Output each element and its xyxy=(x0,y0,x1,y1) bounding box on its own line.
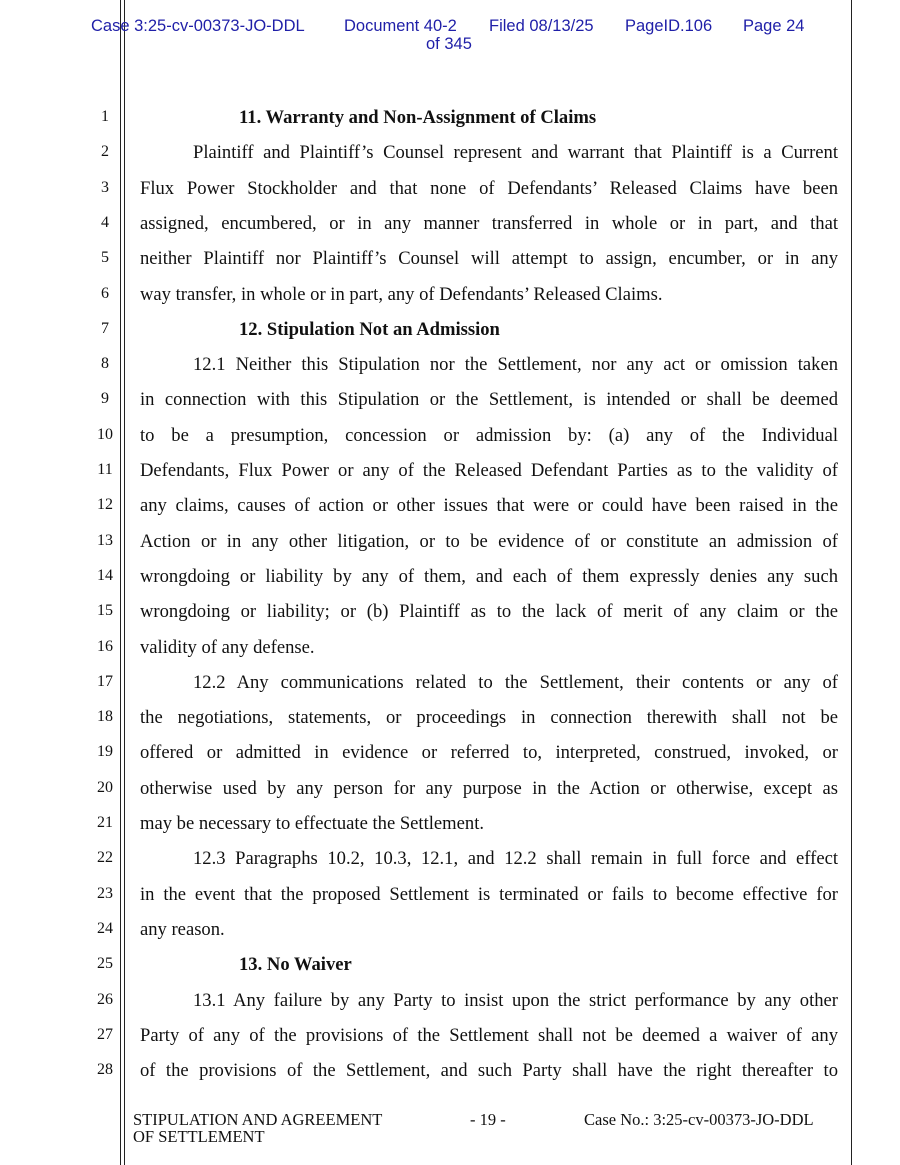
body-text-line: assigned, encumbered, or in any manner transferred in whole or in part, and that xyxy=(140,212,838,234)
line-number: 21 xyxy=(97,814,113,831)
left-margin-rule-outer xyxy=(120,0,121,1165)
line-number: 5 xyxy=(101,249,109,267)
line-number: 19 xyxy=(97,743,113,761)
header-page-total: of 345 xyxy=(426,35,472,53)
footer-document-title xyxy=(133,1111,382,1145)
body-text-line: in the event that the proposed Settlement is terminated or fails to become effective for xyxy=(140,883,838,905)
header-filed-date: Filed 08/13/25 xyxy=(489,17,594,35)
body-text-line: in connection with this Stipulation or the Settlement, is intended or shall be deemed xyxy=(140,389,838,411)
line-number: 25 xyxy=(97,955,113,973)
left-margin-rule-inner xyxy=(124,0,125,1165)
right-margin-rule xyxy=(851,0,852,1165)
body-text-line: Action or in any other litigation, or to be evidence of or constitute an admission of xyxy=(140,530,838,552)
line-number: 20 xyxy=(97,778,113,796)
section-heading: 12. Stipulation Not an Admission xyxy=(239,318,500,340)
section-heading: 11. Warranty and Non-Assignment of Claims xyxy=(239,107,597,128)
line-number: 13 xyxy=(97,531,113,549)
body-text-line: of the provisions of the Settlement, and such Party shall have the right thereafter to xyxy=(140,1060,838,1082)
line-number: 2 xyxy=(101,143,109,161)
body-text-line: to be a presumption, concession or admission by: (a) any of the Individual xyxy=(140,424,838,446)
body-text-line: wrongdoing or liability; or (b) Plaintiff as to the lack of merit of any claim or the xyxy=(140,601,838,623)
body-text-line: validity of any defense. xyxy=(140,636,315,658)
header-page-id: PageID.106 xyxy=(625,17,713,35)
body-text-line: the negotiations, statements, or proceedings in connection therewith shall not be xyxy=(140,707,838,729)
line-number: 15 xyxy=(97,602,113,620)
line-number: 27 xyxy=(97,1025,113,1043)
body-text-line: Flux Power Stockholder and that none of Defendants’ Released Claims have been xyxy=(140,177,838,199)
header-case-number: Case 3:25-cv-00373-JO-DDL xyxy=(91,17,305,35)
footer-title-line2: OF SETTLEMENT xyxy=(133,1127,265,1146)
footer-title-line1: STIPULATION AND AGREEMENT xyxy=(133,1110,383,1129)
paragraph-first-line: 12.2 Any communications related to the Settlement, their contents or any of xyxy=(193,671,838,693)
body-text-line: any claims, causes of action or other issues that were or could have been raised in the xyxy=(140,495,838,517)
line-number: 14 xyxy=(97,566,113,584)
line-number: 10 xyxy=(97,425,113,443)
body-text-line: offered or admitted in evidence or referred to, interpreted, construed, invoked, or xyxy=(140,742,838,764)
line-number: 22 xyxy=(97,849,113,867)
line-number: 17 xyxy=(97,672,113,690)
line-number: 8 xyxy=(101,355,109,373)
paragraph-first-line: 12.1 Neither this Stipulation nor the Settlement, nor any act or omission taken xyxy=(193,354,838,376)
paragraph-first-line: 12.3 Paragraphs 10.2, 10.3, 12.1, and 12.2 shall remain in full force and effect xyxy=(193,848,838,870)
paragraph-first-line: Plaintiff and Plaintiff’s Counsel represent and warrant that Plaintiff is a Current xyxy=(193,142,838,164)
body-text-line: any reason. xyxy=(140,918,225,940)
section-heading: 13. No Waiver xyxy=(239,954,352,976)
line-number: 12 xyxy=(97,496,113,514)
body-text-line: may be necessary to effectuate the Settlement. xyxy=(140,813,485,834)
body-text-line: Defendants, Flux Power or any of the Released Defendant Parties as to the validity of xyxy=(140,460,838,481)
line-number: 16 xyxy=(97,637,113,655)
line-number: 28 xyxy=(97,1061,113,1079)
line-number: 7 xyxy=(101,319,109,337)
paragraph-first-line: 13.1 Any failure by any Party to insist upon the strict performance by any other xyxy=(193,989,838,1011)
header-document-number: Document 40-2 xyxy=(344,17,457,35)
line-number: 11 xyxy=(97,461,113,478)
line-number: 18 xyxy=(97,708,113,726)
header-page: Page 24 xyxy=(743,17,805,35)
line-number: 3 xyxy=(101,178,109,196)
body-text-line: way transfer, in whole or in part, any of Defendants’ Released Claims. xyxy=(140,283,663,305)
line-number: 9 xyxy=(101,390,109,408)
line-number: 1 xyxy=(101,108,109,125)
footer-page-number: - 19 - xyxy=(470,1110,506,1129)
line-number: 4 xyxy=(101,213,109,231)
footer-case-number: Case No.: 3:25-cv-00373-JO-DDL xyxy=(584,1110,814,1129)
line-number: 6 xyxy=(101,284,109,302)
line-number: 24 xyxy=(97,919,113,937)
body-text-line: otherwise used by any person for any purpose in the Action or otherwise, except as xyxy=(140,777,838,799)
body-text-line: Party of any of the provisions of the Settlement shall not be deemed a waiver of any xyxy=(140,1024,838,1046)
body-text-line: wrongdoing or liability by any of them, and each of them expressly denies any such xyxy=(140,565,838,587)
line-number: 23 xyxy=(97,884,113,902)
line-number: 26 xyxy=(97,990,113,1008)
body-text-line: neither Plaintiff nor Plaintiff’s Counsel will attempt to assign, encumber, or in any xyxy=(140,248,838,270)
